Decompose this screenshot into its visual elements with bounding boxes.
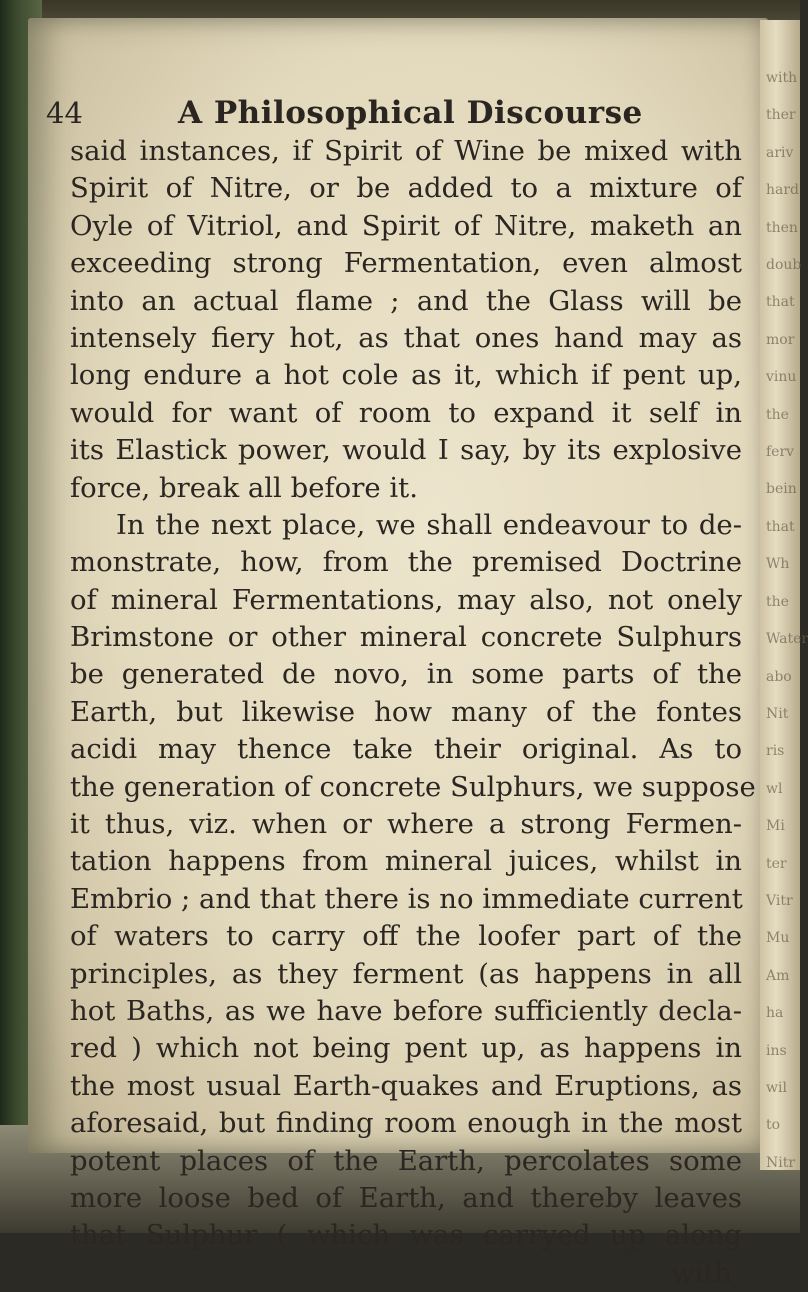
facing-fragment: to bbox=[766, 1117, 781, 1134]
facing-fragment: Vitr bbox=[766, 892, 793, 909]
facing-fragment: ferv bbox=[766, 444, 795, 461]
facing-fragment: ariv bbox=[766, 144, 794, 161]
text-line: red ) which not being pent up, as happens in bbox=[70, 1032, 742, 1065]
text-line: more loose bed of Earth, and thereby leaves bbox=[70, 1181, 742, 1214]
text-line: that Sulphur ( which was carryed up along bbox=[70, 1219, 742, 1252]
text-line: it thus, viz. when or where a strong Fermen- bbox=[70, 808, 742, 841]
text-line: said instances, if Spirit of Wine be mixed with bbox=[70, 135, 742, 167]
facing-fragment: Am bbox=[766, 967, 790, 984]
text-line: intensely fiery hot, as that ones hand may as bbox=[70, 321, 742, 354]
running-title: A Philosophical Discourse bbox=[178, 95, 643, 131]
text-line: force, break all before it. bbox=[70, 471, 418, 504]
facing-fragment: vinu bbox=[766, 369, 797, 386]
running-head bbox=[46, 93, 746, 133]
text-line: its Elastick power, would I say, by its explosive bbox=[70, 434, 742, 467]
facing-fragment: Mu bbox=[766, 930, 790, 947]
facing-fragment: the bbox=[766, 406, 789, 423]
facing-fragment: with bbox=[766, 70, 798, 86]
text-line: Brimstone or other mineral concrete Sulphurs bbox=[70, 621, 742, 654]
text-line: the generation of concrete Sulphurs, we suppose bbox=[70, 770, 756, 803]
text-line: tation happens from mineral juices, whilst in bbox=[70, 845, 742, 878]
text-line: Earth, but likewise how many of the fontes bbox=[70, 695, 742, 728]
text-line: long endure a hot cole as it, which if pent up, bbox=[70, 359, 742, 392]
facing-fragment: ther bbox=[766, 107, 796, 124]
text-line: aforesaid, but finding room enough in the most bbox=[70, 1107, 742, 1140]
facing-fragment: Nit bbox=[766, 705, 789, 722]
facing-fragment: Water bbox=[766, 631, 808, 648]
text-line: exceeding strong Fermentation, even almost bbox=[70, 247, 742, 280]
text-line: Embrio ; and that there is no immediate current bbox=[70, 882, 743, 915]
facing-fragment: wl bbox=[766, 780, 783, 797]
text-line: Spirit of Nitre, or be added to a mixture of bbox=[70, 172, 742, 205]
facing-fragment: hard bbox=[766, 182, 800, 199]
facing-fragment: bein bbox=[766, 481, 797, 498]
facing-fragment: that bbox=[766, 518, 795, 535]
facing-fragment: that bbox=[766, 294, 795, 311]
facing-fragment: ha bbox=[766, 1005, 784, 1022]
text-line: monstrate, how, from the premised Doctrine bbox=[70, 546, 742, 579]
facing-fragment: mor bbox=[766, 331, 795, 348]
text-line: be generated de novo, in some parts of the bbox=[70, 658, 742, 691]
text-line: with bbox=[670, 1256, 732, 1289]
text-line: into an actual flame ; and the Glass will be bbox=[70, 284, 742, 317]
text-line: of mineral Fermentations, may also, not onely bbox=[70, 583, 742, 616]
page-number: 44 bbox=[46, 96, 83, 130]
text-line: hot Baths, as we have before sufficiently decla- bbox=[70, 994, 742, 1027]
facing-fragment: abo bbox=[766, 668, 792, 685]
text-line: would for want of room to expand it self in bbox=[70, 396, 742, 429]
facing-fragment: the bbox=[766, 593, 789, 610]
facing-fragment: ins bbox=[766, 1042, 787, 1059]
text-line: Oyle of Vitriol, and Spirit of Nitre, maketh an bbox=[70, 209, 742, 242]
facing-fragment: ter bbox=[766, 855, 787, 872]
facing-fragment: Nitr bbox=[766, 1154, 796, 1171]
facing-fragment: Wh bbox=[766, 556, 790, 573]
text-line: principles, as they ferment (as happens in all bbox=[70, 957, 742, 990]
facing-fragment: then bbox=[766, 219, 798, 236]
facing-fragment: Mi bbox=[766, 818, 785, 835]
body-text bbox=[70, 133, 756, 1292]
text-line: acidi may thence take their original. As to bbox=[70, 733, 742, 766]
text-line: potent places of the Earth, percolates some bbox=[70, 1144, 742, 1177]
text-line: of waters to carry off the loofer part of the bbox=[70, 920, 742, 953]
facing-fragment: ris bbox=[766, 743, 785, 760]
text-line: the most usual Earth-quakes and Eruptions, as bbox=[70, 1069, 742, 1102]
facing-fragment: wil bbox=[766, 1079, 787, 1096]
facing-page-text bbox=[766, 60, 808, 1182]
text-line: In the next place, we shall endeavour to de- bbox=[116, 508, 742, 541]
facing-fragment: doub bbox=[766, 257, 802, 274]
